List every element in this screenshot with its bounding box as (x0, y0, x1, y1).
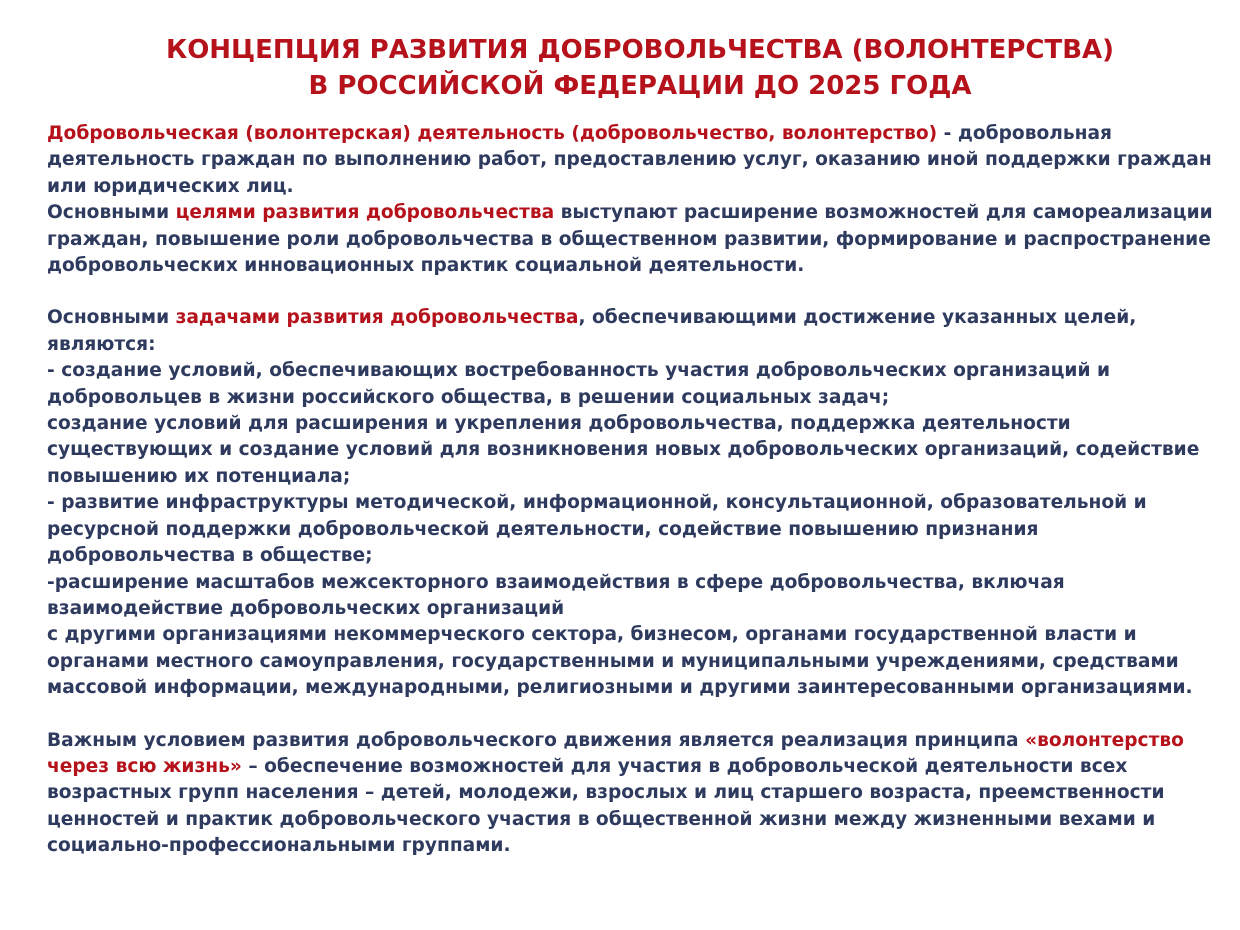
title-line-2: В РОССИЙСКОЙ ФЕДЕРАЦИИ ДО 2025 ГОДА (308, 71, 972, 101)
tasks-intro-paragraph (47, 305, 1222, 358)
tasks-prefix: Основными (47, 307, 176, 329)
definition-term: Добровольческая (волонтерская) деятельность (добровольчество, волонтерство) (47, 123, 938, 144)
paragraph-spacer (47, 279, 1222, 305)
definition-paragraph (47, 121, 1222, 200)
goals-prefix: Основными (47, 202, 176, 224)
task-item-5: с другими организациями некоммерческого сектора, бизнесом, органами государственной власти и органами местного самоуправления, государственными и муниципальными учреждениями, средствами массовой информации, международными, религиозными и другими заинтересованными организациями. (47, 624, 1193, 699)
definition-text: - добровольная деятельность граждан по выполнению работ, предоставлению услуг, оказанию иной поддержки граждан или юридических лиц. (47, 123, 1212, 197)
principle-prefix: Важным условием развития добровольческого движения является реализация принципа (47, 729, 1026, 751)
paragraph-spacer (47, 702, 1222, 728)
task-item-4: -расширение масштабов межсекторного взаимодействия в сфере добровольчества, включая взаимодействие добровольческих организаций (47, 571, 1065, 619)
tasks-highlight: задачами развития добровольчества (175, 307, 579, 329)
principle-paragraph (47, 728, 1222, 860)
task-item-2: создание условий для расширения и укрепления добровольчества, поддержка деятельности существующих и создание условий для возникновения новых добровольческих организаций, содействие повышению их потенциала; (47, 413, 1200, 487)
goals-highlight: целями развития добровольчества (175, 202, 555, 224)
task-item-3: - развитие инфраструктуры методической, информационной, консультационной, образовательной и ресурсной поддержки добровольческой деятельности, содействие повышению признания добровольчества в обществе; (47, 492, 1147, 567)
title-line-1: КОНЦЕПЦИЯ РАЗВИТИЯ ДОБРОВОЛЬЧЕСТВА (ВОЛОНТЕРСТВА) (165, 35, 1115, 65)
principle-text: – обеспечение возможностей для участия в добровольческой деятельности всех возрастных групп населения – детей, молодежи, взрослых и лиц старшего возраста, преемственности ценностей и практик добровольческого участия в общественной жизни между жизненными вехами и социально-профессиональными группами. (47, 755, 1165, 857)
task-item-1: - создание условий, обеспечивающих востребованность участия добровольческих организаций и добровольцев в жизни российского общества, в решении социальных задач; (47, 360, 1110, 408)
principle-highlight: «волонтерство через всю жизнь» (47, 729, 1184, 777)
document-body (47, 121, 1222, 860)
tasks-text: , обеспечивающими достижение указанных целей, являются: (47, 307, 1137, 355)
goals-paragraph (47, 200, 1222, 279)
goals-text: выступают расширение возможностей для самореализации граждан, повышение роли добровольчества в общественном развитии, формирование и распространение добровольческих инновационных практик социальной деятельности. (47, 202, 1213, 277)
page-title (60, 32, 1220, 104)
